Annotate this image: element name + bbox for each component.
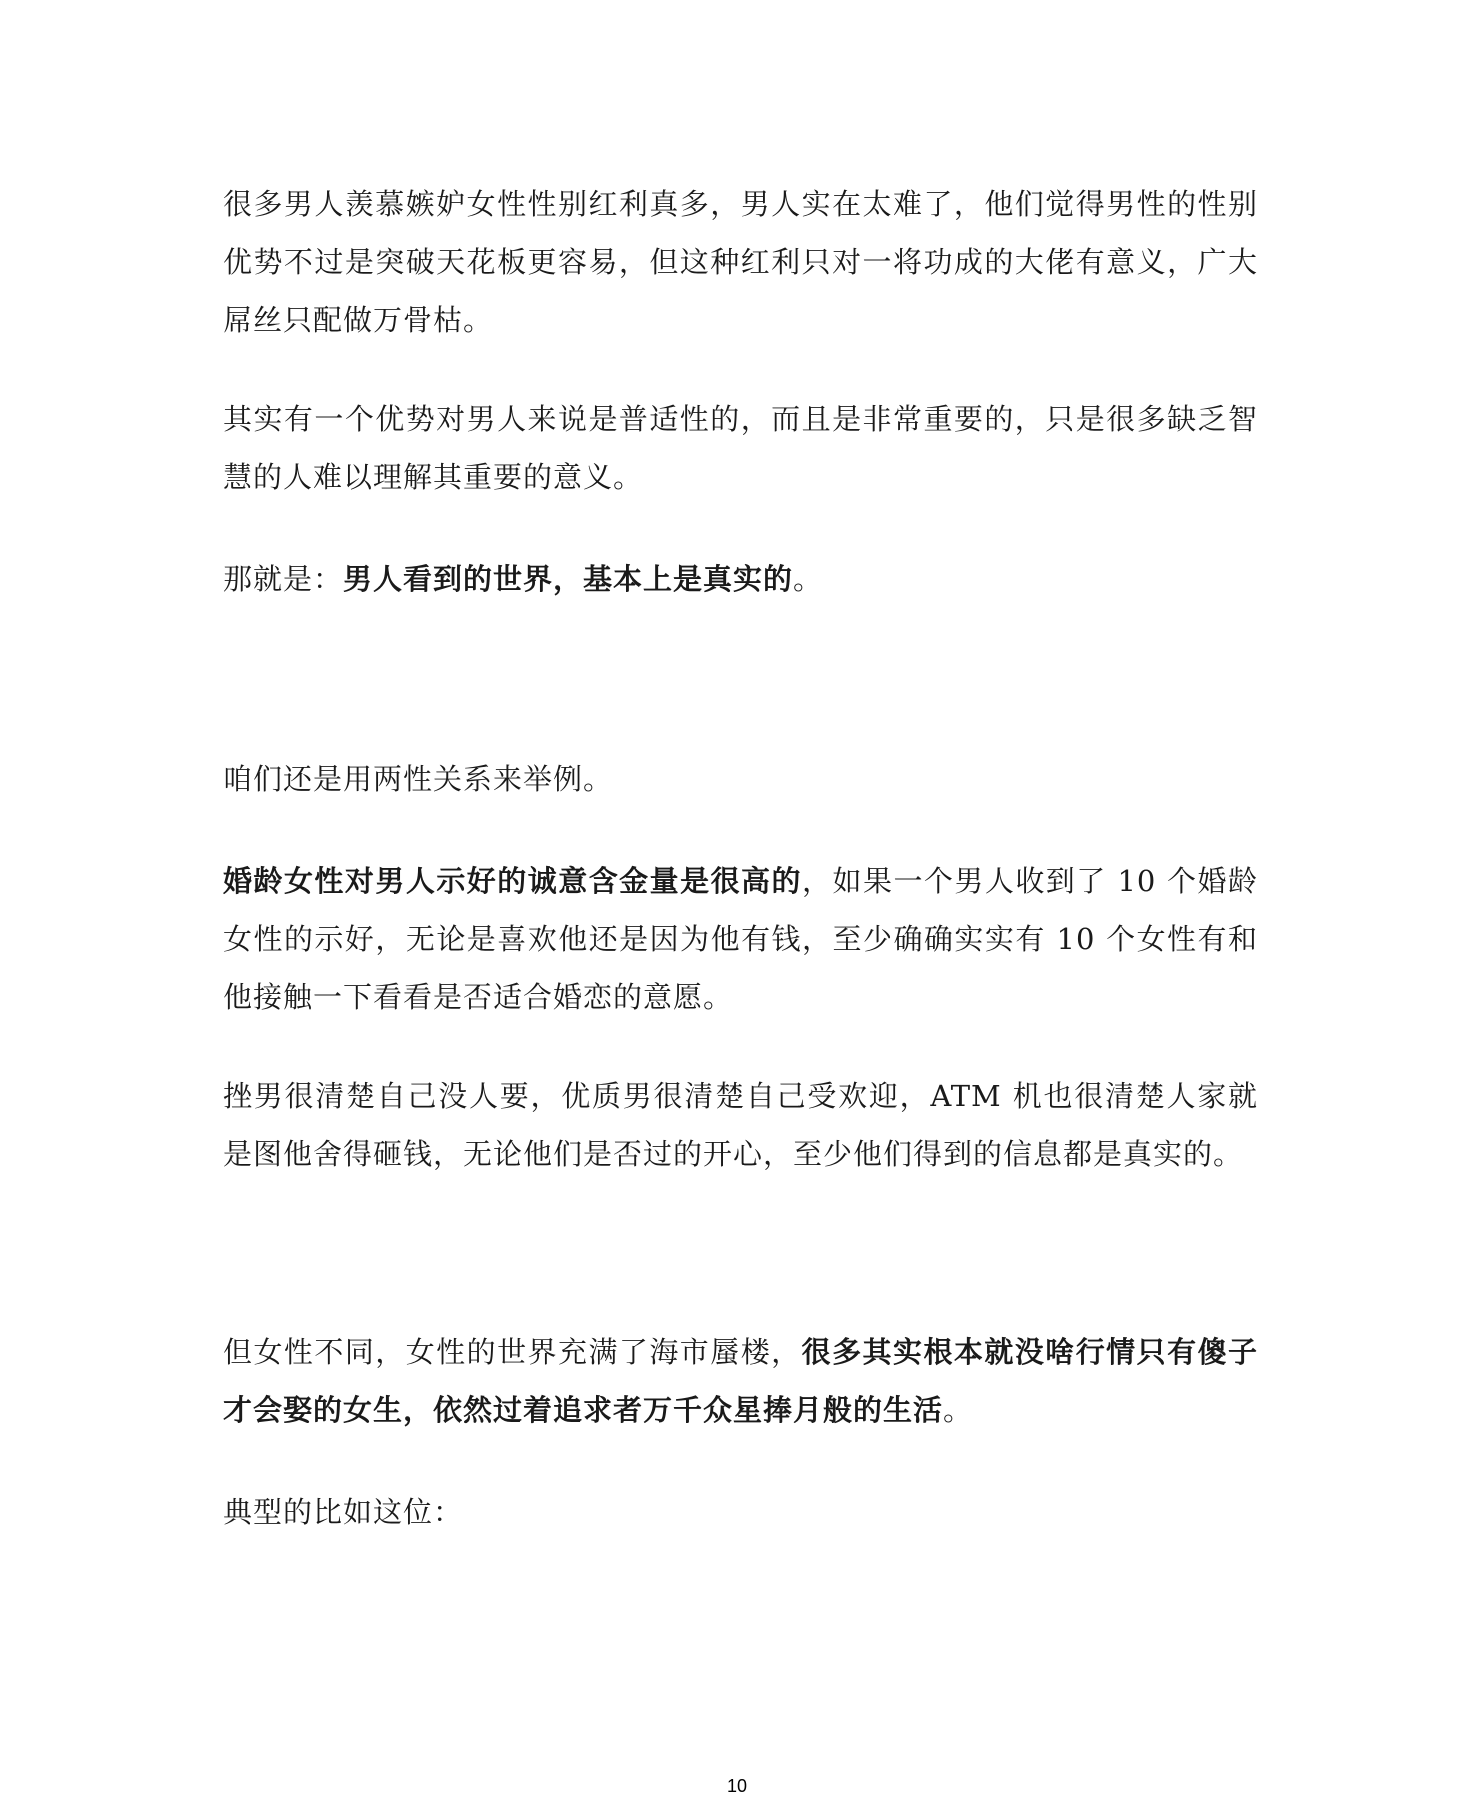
paragraph-sincerity (223, 852, 1258, 1026)
paragraph-text: 其实有一个优势对男人来说是普适性的，而且是非常重要的，只是很多缺乏智慧的人难以理解其重要的意义。 (223, 402, 1258, 494)
bold-emphasis: 男人看到的世界，基本上是真实的 (343, 562, 794, 596)
paragraph-text: 那就是： (223, 562, 344, 596)
paragraph-universal-advantage (223, 390, 1258, 506)
paragraph-text: 咱们还是用两性关系来举例。 (223, 762, 614, 796)
paragraph-thesis (223, 550, 1258, 608)
page-number: 10 (726, 1776, 748, 1796)
paragraph-text: ，如果一个男人收到了 10 个婚龄女性的示好，无论是喜欢他还是因为他有钱，至少确确实实有 10 个女性有和他接触一下看看是否适合婚恋的意愿。 (223, 864, 1258, 1014)
paragraph-text: 。 (793, 562, 824, 596)
bold-emphasis: 婚龄女性对男人示好的诚意含金量是很高的 (223, 864, 803, 898)
paragraph-typical-example (223, 1483, 1258, 1541)
paragraph-mirage (223, 1323, 1258, 1439)
paragraph-text: 。 (943, 1393, 974, 1427)
bold-emphasis: 很多其实根本就没啥行情只有傻子才会娶的女生，依然过着追求者万千众星捧月般的生活 (223, 1335, 1258, 1427)
paragraph-example-intro (223, 750, 1258, 808)
paragraph-text: 但女性不同，女性的世界充满了海市蜃楼， (223, 1335, 802, 1369)
paragraph-text: 挫男很清楚自己没人要，优质男很清楚自己受欢迎，ATM 机也很清楚人家就是图他舍得砸钱，无论他们是否过的开心，至少他们得到的信息都是真实的。 (223, 1079, 1258, 1171)
paragraph-text: 典型的比如这位： (223, 1495, 464, 1529)
paragraph-gender-dividend (223, 175, 1258, 349)
paragraph-text: 很多男人羡慕嫉妒女性性别红利真多，男人实在太难了，他们觉得男性的性别优势不过是突破天花板更容易，但这种红利只对一将功成的大佬有意义，广大屌丝只配做万骨枯。 (223, 187, 1258, 337)
paragraph-real-info (223, 1067, 1258, 1183)
